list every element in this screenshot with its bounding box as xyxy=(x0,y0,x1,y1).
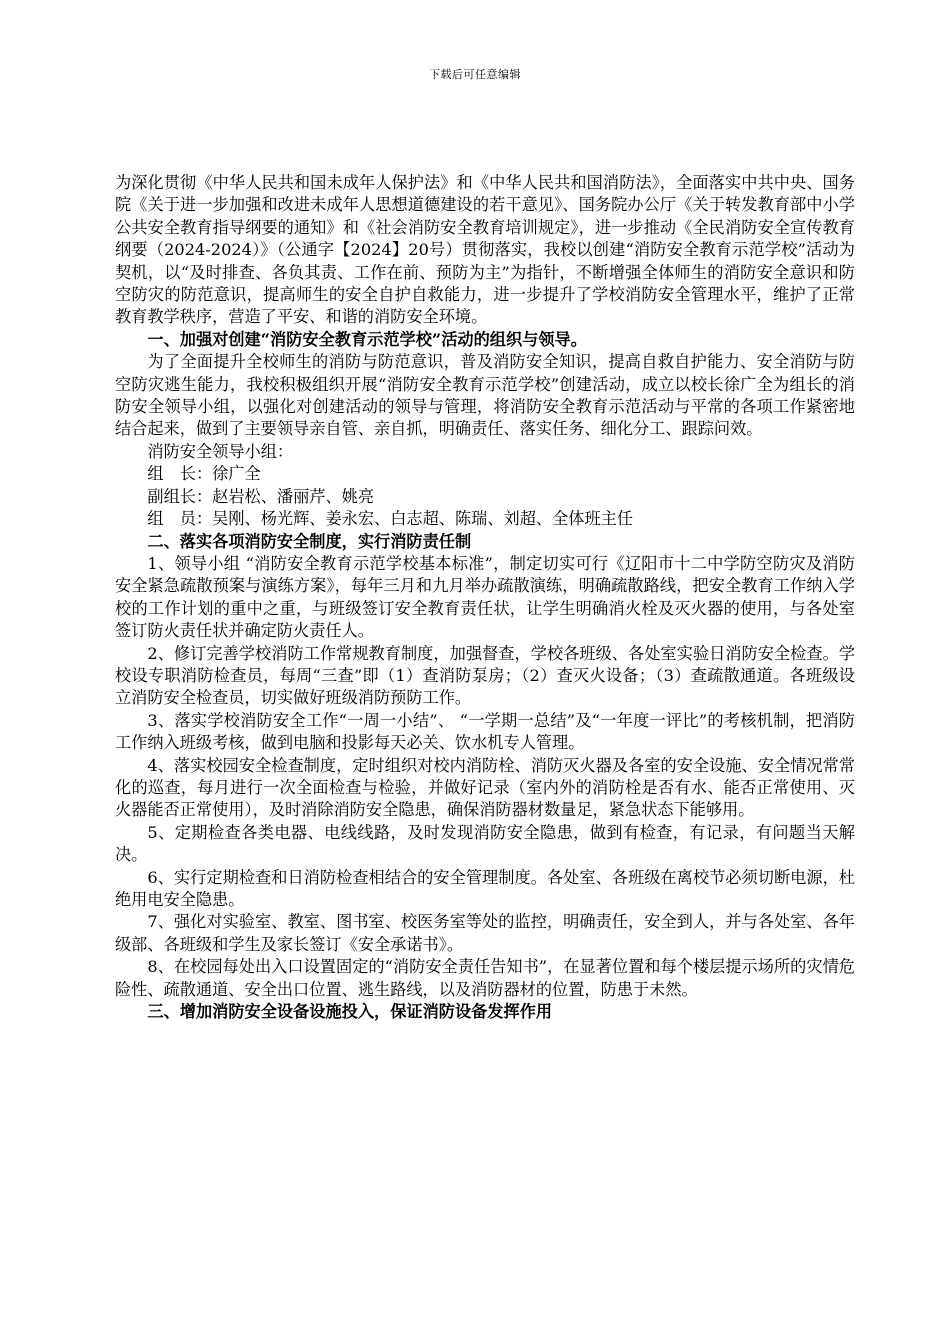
section-1-paragraph: 为了全面提升全校师生的消防与防范意识，普及消防安全知识，提高自救自护能力、安全消防与防空防灾逃生能力，我校积极组织开展“消防安全教育示范学校”创建活动，成立以校长徐广全为组长的消防安全领导小组，以强化对创建活动的领导与管理，将消防安全教育示范活动与平常的各项工作紧密地结合起来，做到了主要领导亲自管、亲自抓，明确责任、落实任务、细化分工、跟踪问效。 xyxy=(115,352,855,439)
section-2-item-2: 2、修订完善学校消防工作常规教育制度，加强督查，学校各班级、各处室实验日消防安全检查。学校设专职消防检查员，每周“三查”即（1）查消防泵房；（2）查灭火设备；（3）查疏散通道。各班级设立消防安全检查员，切实做好班级消防预防工作。 xyxy=(115,643,855,708)
group-deputy-leaders: 副组长：赵岩松、潘丽芹、姚亮 xyxy=(147,486,375,506)
section-2-item-1: 1、领导小组 “消防安全教育示范学校基本标准”，制定切实可行《辽阳市十二中学防空防灾及消防安全紧急疏散预案与演练方案》，每年三月和九月举办疏散演练，明确疏散路线，把安全教育工作纳入学校的工作计划的重中之重，与班级签订安全教育责任状，让学生明确消火栓及灭火器的使用，与各处室签订防火责任状并确定防火责任人。 xyxy=(115,553,855,641)
section-2-item-8: 8、在校园每处出入口设置固定的“消防安全责任告知书”，在显著位置和每个楼层提示场所的灾情危险性、疏散通道、安全出口位置、逃生路线，以及消防器材的位置，防患于未然。 xyxy=(115,957,855,999)
section-2-item-6: 6、实行定期检查和日消防检查相结合的安全管理制度。各处室、各班级在离校节必须切断电源，杜绝用电安全隐患。 xyxy=(115,867,855,909)
group-members: 组 员：吴刚、杨光辉、姜永宏、白志超、陈瑞、刘超、全体班主任 xyxy=(147,509,634,529)
section-1-heading: 一、加强对创建“消防安全教育示范学校”活动的组织与领导。 xyxy=(147,329,587,349)
document-body xyxy=(115,172,855,1023)
section-2-item-5: 5、定期检查各类电器、电线线路，及时发现消防安全隐患，做到有检查，有记录，有问题当天解决。 xyxy=(115,822,855,865)
group-leader: 组 长：徐广全 xyxy=(147,464,261,484)
section-2-item-3: 3、落实学校消防安全工作“一周一小结”、 “一学期一总结”及“一年度一评比”的考核机制，把消防工作纳入班级考核，做到电脑和投影每天必关、饮水机专人管理。 xyxy=(115,710,855,753)
page-header-note: 下载后可任意编辑 xyxy=(429,68,521,81)
section-2-item-4: 4、落实校园安全检查制度，定时组织对校内消防栓、消防灭火器及各室的安全设施、安全情况常常化的巡查，每月进行一次全面检查与检验，并做好记录（室内外的消防栓是否有水、能否正常使用、灭火器能否正常使用），及时消除消防安全隐患，确保消防器材数量足，紧急状态下能够用。 xyxy=(115,755,855,820)
section-2-heading: 二、落实各项消防安全制度，实行消防责任制 xyxy=(147,531,472,551)
section-2-item-7: 7、强化对实验室、教室、图书室、校医务室等处的监控，明确责任，安全到人，并与各处室、各年级部、各班级和学生及家长签订《安全承诺书》。 xyxy=(115,912,855,954)
intro-paragraph: 为深化贯彻《中华人民共和国未成年人保护法》和《中华人民共和国消防法》，全面落实中共中央、国务院《关于进一步加强和改进未成年人思想道德建设的若干意见》、国务院办公厅《关于转发教育部中小学公共安全教育指导纲要的通知》和《社会消防安全教育培训规定》，进一步推动《全民消防安全宣传教育纲要（2024-2024）》（公通字【2024】20号）贯彻落实，我校以创建“消防安全教育示范学校”活动为契机，以“及时排查、各负其责、工作在前、预防为主”为指针，不断增强全体师生的消防安全意识和防空防灾的防范意识，提高师生的安全自护自救能力，进一步提升了学校消防安全管理水平，维护了正常教育教学秩序，营造了平安、和谐的消防安全环境。 xyxy=(115,173,855,327)
leadership-group-title: 消防安全领导小组： xyxy=(147,441,294,461)
section-3-heading: 三、增加消防安全设备设施投入，保证消防设备发挥作用 xyxy=(147,1002,553,1022)
